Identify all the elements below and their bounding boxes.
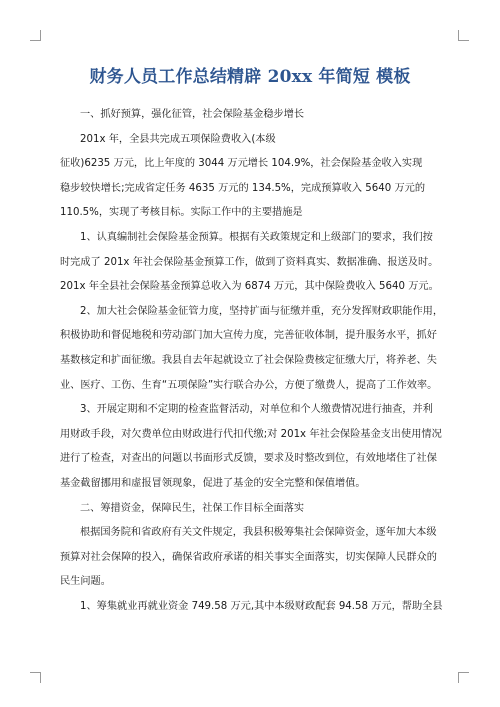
body-line: 进行了检查，对查出的问题以书面形式反馈，要求及时整改到位，有效地堵住了社保	[60, 453, 437, 465]
body-line: 110.5%，实现了考核目标。实际工作中的主要措施是	[60, 207, 303, 219]
body-line: 用财政手段，对欠费单位由财政进行代扣代缴;对 201x 年社会保险基金支出使用情况	[60, 428, 442, 440]
body-line: 民生问题。	[60, 576, 111, 588]
body-line: 2、加大社会保险基金征管力度，坚持扩面与征缴并重，充分发挥财政职能作用，	[80, 305, 444, 317]
body-line: 1、筹集就业再就业资金 749.58 万元,其中本级财政配套 94.58 万元，帮助全县	[80, 600, 443, 612]
body-line: 预算对社会保障的投入，确保省政府承诺的相关事实全面落实，切实保障人民群众的	[60, 551, 437, 563]
body-line: 一、抓好预算，强化征管，社会保险基金稳步增长	[80, 109, 305, 120]
body-line: 稳步较快增长;完成省定任务 4635 万元的 134.5%，完成预算收入 5640 万元的	[60, 182, 426, 194]
crop-mark-bottom-left	[30, 672, 41, 683]
body-line: 二、筹措资金，保障民生，社保工作目标全面落实	[80, 502, 305, 514]
body-line: 基数核定和扩面征缴。我县自去年起就设立了社会保险费核定征缴大厅，将养老、失	[60, 354, 437, 366]
document-title: 财务人员工作总结精辟 20xx 年简短 模板	[89, 67, 411, 87]
body-line: 时完成了 201x 年社会保险基金预算工作，做到了资料真实、数据准确、报送及时。	[60, 256, 439, 268]
crop-mark-top-left	[30, 30, 41, 41]
body-line: 基金截留挪用和虚报冒领现象，促进了基金的安全完整和保值增值。	[60, 477, 366, 489]
body-line: 1、认真编制社会保险基金预算。根据有关政策规定和上级部门的要求，我们按	[80, 231, 433, 243]
body-line: 积极协助和督促地税和劳动部门加大宣传力度，完善征收体制，提升服务水平，抓好	[60, 330, 437, 342]
document-body	[60, 103, 445, 619]
crop-mark-bottom-right	[458, 672, 469, 683]
body-line: 3、开展定期和不定期的检查监督活动，对单位和个人缴费情况进行抽查，并利	[80, 404, 433, 416]
body-line: 业、医疗、工伤、生育“五项保险”实行联合办公，方便了缴费人，提高了工作效率。	[60, 379, 438, 391]
body-line: 征收)6235 万元，比上年度的 3044 万元增长 104.9%，社会保险基金收入实现	[60, 158, 423, 170]
crop-mark-top-right	[458, 30, 469, 41]
body-line: 201x 年，全县共完成五项保险费收入(本级	[80, 133, 276, 145]
body-line: 根据国务院和省政府有关文件规定，我县积极筹集社会保障资金，逐年加大本级	[80, 527, 437, 539]
body-line: 201x 年全县社会保险基金预算总收入为 6874 万元，其中保险费收入 5640 万元。	[60, 281, 439, 293]
